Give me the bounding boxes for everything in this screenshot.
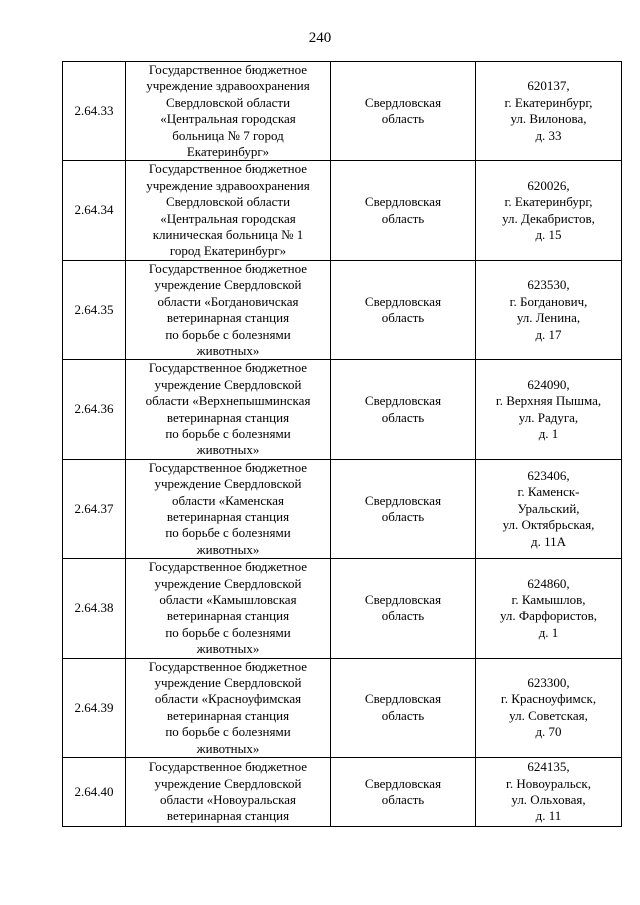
row-number: 2.64.40 [63,758,126,827]
registry-table [62,61,622,827]
table-row [63,459,622,558]
institution-name: Государственное бюджетное учреждение Свердловской области «Каменская ветеринарная станция по борьбе с болезнями животных» [126,459,331,558]
table-row [63,758,622,827]
region: Свердловская область [331,62,476,161]
address: 624135, г. Новоуральск, ул. Ольховая, д. 11 [476,758,622,827]
page-number: 240 [308,30,332,46]
institution-name: Государственное бюджетное учреждение здравоохранения Свердловской области «Центральная городская клиническая больница № 1 город Екатеринбург» [126,161,331,260]
address: 620026, г. Екатеринбург, ул. Декабристов, д. 15 [476,161,622,260]
region: Свердловская область [331,758,476,827]
institution-name: Государственное бюджетное учреждение Свердловской области «Камышловская ветеринарная станция по борьбе с болезнями животных» [126,559,331,658]
row-number: 2.64.37 [63,459,126,558]
region: Свердловская область [331,360,476,459]
row-number: 2.64.35 [63,260,126,359]
institution-name: Государственное бюджетное учреждение Свердловской области «Красноуфимская ветеринарная станция по борьбе с болезнями животных» [126,658,331,757]
region: Свердловская область [331,260,476,359]
region: Свердловская область [331,658,476,757]
address: 624090, г. Верхняя Пышма, ул. Радуга, д. 1 [476,360,622,459]
address: 624860, г. Камышлов, ул. Фарфористов, д. 1 [476,559,622,658]
table-row [63,161,622,260]
row-number: 2.64.36 [63,360,126,459]
institution-name: Государственное бюджетное учреждение здравоохранения Свердловской области «Центральная городская больница № 7 город Екатеринбург» [126,62,331,161]
table-row [63,658,622,757]
region: Свердловская область [331,559,476,658]
region: Свердловская область [331,459,476,558]
row-number: 2.64.38 [63,559,126,658]
institution-name: Государственное бюджетное учреждение Свердловской области «Богдановичская ветеринарная станция по борьбе с болезнями животных» [126,260,331,359]
address: 623300, г. Красноуфимск, ул. Советская, д. 70 [476,658,622,757]
region: Свердловская область [331,161,476,260]
institution-name: Государственное бюджетное учреждение Свердловской области «Верхнепышминская ветеринарная станция по борьбе с болезнями животных» [126,360,331,459]
table-row [63,559,622,658]
row-number: 2.64.33 [63,62,126,161]
table-row [63,260,622,359]
institution-name: Государственное бюджетное учреждение Свердловской области «Новоуральская ветеринарная станция [126,758,331,827]
row-number: 2.64.34 [63,161,126,260]
table-row [63,360,622,459]
row-number: 2.64.39 [63,658,126,757]
address: 623530, г. Богданович, ул. Ленина, д. 17 [476,260,622,359]
address: 620137, г. Екатеринбург, ул. Вилонова, д. 33 [476,62,622,161]
table-row [63,62,622,161]
address: 623406, г. Каменск- Уральский, ул. Октябрьская, д. 11А [476,459,622,558]
